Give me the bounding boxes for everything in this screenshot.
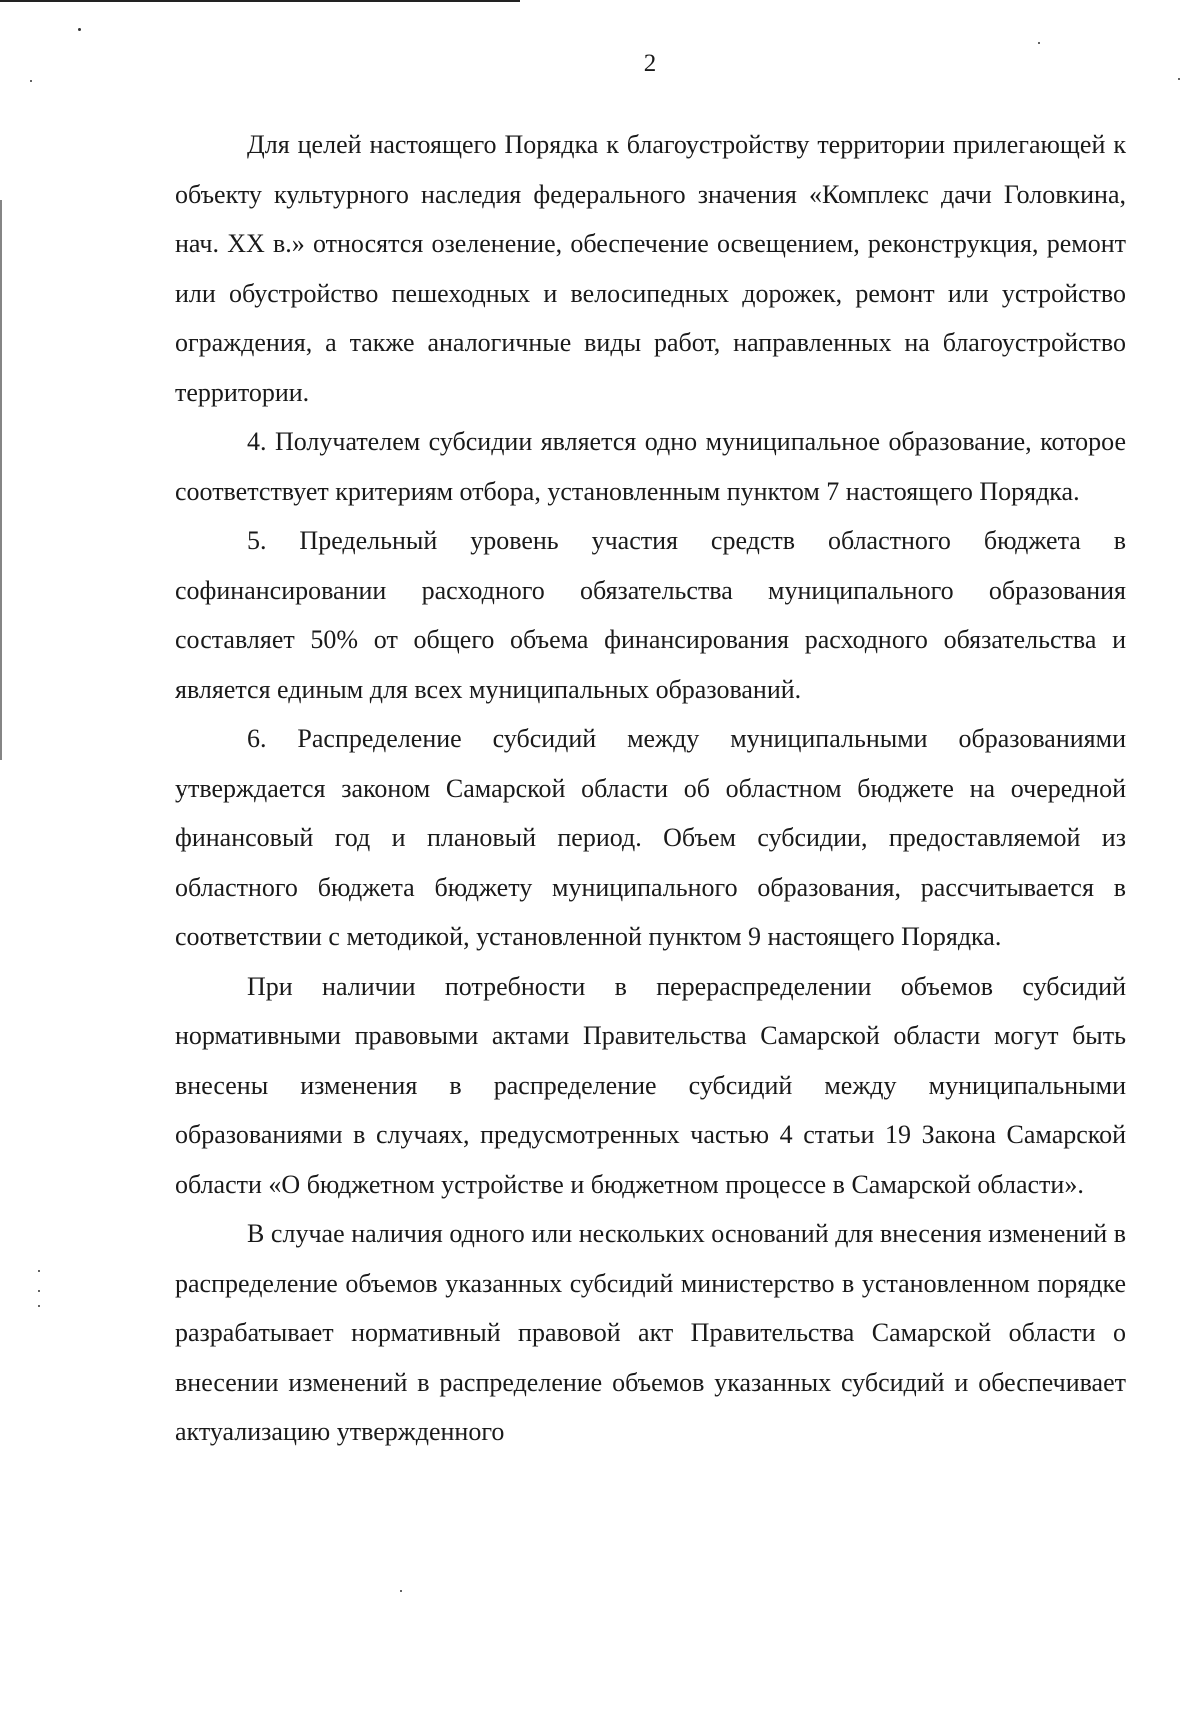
paragraph-landscaping-definition: Для целей настоящего Порядка к благоустройству территории прилегающей к объекту культурного наследия федерального значения «Комплекс дачи Головкина, нач. XX в.» относятся озеленение, обеспечение освещением, реконструкция, ремонт или обустройство пешеходных и велосипедных дорожек, ремонт или устройство ограждения, а также аналогичные виды работ, направленных на благоустройство территории. — [175, 130, 1126, 407]
scan-speck — [400, 1590, 402, 1592]
scan-speck — [30, 80, 32, 82]
page-number: 2 — [643, 50, 657, 77]
scan-speck — [38, 1305, 40, 1307]
scan-edge-left — [0, 200, 2, 760]
scan-speck — [38, 1270, 40, 1272]
scan-speck — [38, 1290, 40, 1292]
paragraph-5-cofinancing-level: 5. Предельный уровень участия средств областного бюджета в софинансировании расходного обязательства муниципального образования составляет 50% от общего объема финансирования расходного обязательства и является единым для всех муниципальных образований. — [175, 526, 1126, 704]
scan-edge-top — [0, 0, 520, 2]
paragraph-changes-procedure: В случае наличия одного или нескольких оснований для внесения изменений в распределение объемов указанных субсидий министерство в установленном порядке разрабатывает нормативный правовой акт Правительства Самарской области о внесении изменений в распределение объемов указанных субсидий и обеспечивает актуализацию утвержденного — [175, 1219, 1126, 1446]
paragraph-6-distribution: 6. Распределение субсидий между муниципальными образованиями утверждается законом Самарской области об областном бюджете на очередной финансовый год и плановый период. Объем субсидии, предоставляемой из областного бюджета бюджету муниципального образования, рассчитывается в соответствии с методикой, установленной пунктом 9 настоящего Порядка. — [175, 724, 1126, 951]
scan-speck — [1038, 42, 1040, 44]
scan-speck — [1178, 78, 1180, 80]
document-body — [175, 120, 1126, 1457]
paragraph-4-recipient: 4. Получателем субсидии является одно муниципальное образование, которое соответствует критериям отбора, установленным пунктом 7 настоящего Порядка. — [175, 427, 1126, 506]
paragraph-redistribution: При наличии потребности в перераспределении объемов субсидий нормативными правовыми актами Правительства Самарской области могут быть внесены изменения в распределение субсидий между муниципальными образованиями в случаях, предусмотренных частью 4 статьи 19 Закона Самарской области «О бюджетном устройстве и бюджетном процессе в Самарской области». — [175, 971, 1126, 1199]
scan-speck — [78, 28, 81, 31]
